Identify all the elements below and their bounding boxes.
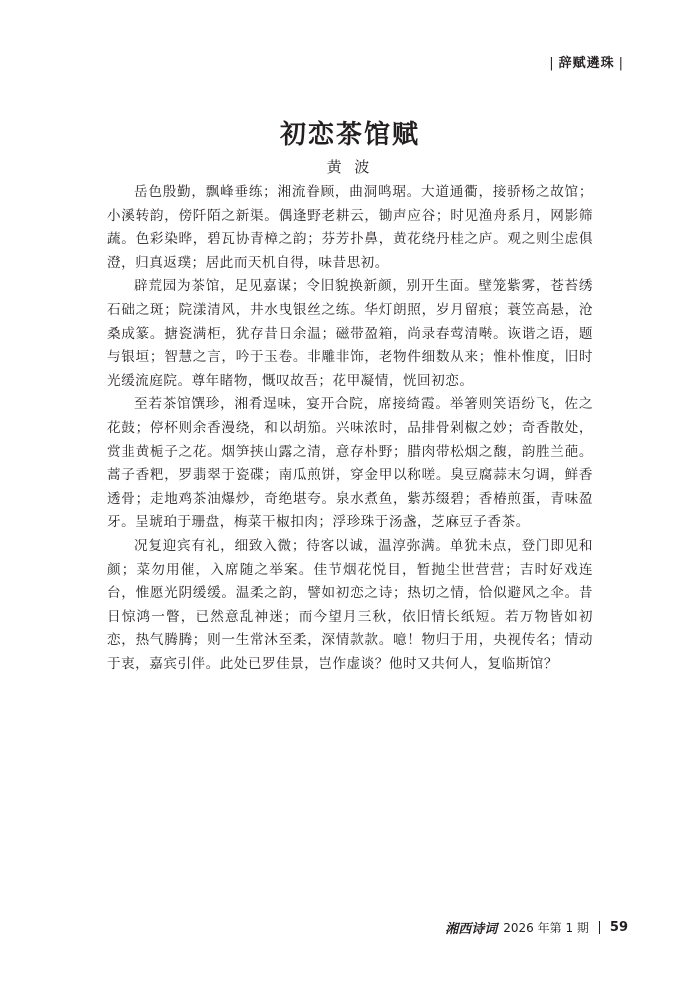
- article-author: 黄 波: [326, 158, 374, 176]
- article-body: [107, 181, 593, 676]
- article-title: 初恋茶馆赋: [279, 120, 420, 150]
- paragraph: 辟荒园为茶馆，足见嘉谋；令旧貌换新颜，别开生面。壁笼紫雾，苍苔绣石础之斑；院漾清风，井水曳银丝之练。华灯朗照，岁月留痕；蓑笠高悬，沧桑成篆。搪瓷满柜，犹存昔日余温；磁带盈箱，尚录春莺清啭。诙谐之语，题与银垣；智慧之言，吟于玉卷。非雕非饰，老物件细数从来；惟朴惟度，旧时光缓流庭院。尊年睹物，慨叹故吾；花甲凝情，恍回初恋。: [107, 278, 593, 389]
- paragraph: 况复迎宾有礼，细致入微；待客以诚，温淳弥满。单犹未点，登门即见和颜；菜勿用催，入席随之举案。佳节烟花悦目，暂抛尘世营营；吉时好戏连台，惟愿光阴缓缓。温柔之韵，譬如初恋之诗；热切之情，恰似避风之伞。昔日惊鸿一瞥，已然意乱神迷；而今望月三秋，依旧情长纸短。若万物皆如初恋，热气腾腾；则一生常沐至柔，深情款款。噫！物归于用，央视传名；情动于衷，嘉宾引伴。此处已罗佳景，岂作虚谈？他时又共何人，复临斯馆？: [107, 537, 593, 672]
- column-name: 辞赋遴珠: [558, 56, 615, 71]
- paragraph: 岳色殷勤，飘峰垂练；湘流眷顾，曲洞鸣琚。大道通衢，接骄杨之故馆；小溪转韵，傍阡陌之新渠。偶逢野老耕云，锄声应谷；时见渔舟系月，网影筛蔬。色彩染晔，碧瓦协青樟之韵；芬芳扑鼻，黄花绕丹桂之庐。观之则尘虑俱澄，归真返璞；居此而天机自得，味昔思初。: [107, 184, 593, 271]
- page-footer: [445, 918, 628, 937]
- magazine-logo: 湘西诗词: [445, 922, 498, 937]
- issue-label: 2026 年第 1 期: [503, 921, 589, 935]
- footer-divider: [599, 921, 600, 934]
- paragraph: 至若茶馆馔珍，湘肴逞味，宴开合院，席接绮霞。举箸则笑语纷飞，佐之花鼓；停杯则余香漫绕，和以胡笳。兴味浓时，品排骨剁椒之妙；奇香散处，赏韭黄栀子之花。烟笋挟山露之清，意存朴野；腊肉带松烟之馥，韵胜兰葩。蒿子香粑，罗翡翠于瓷碟；南瓜煎饼，穿金甲以称嗟。臭豆腐蒜末匀调，鲜香透骨；走地鸡茶油爆炒，奇绝堪夸。泉水煮鱼，紫苏缀碧；香椿煎蛋，青味盈牙。呈琥珀于珊盘，梅菜干椒扣肉；浮珍珠于汤盏，芝麻豆子香茶。: [107, 396, 593, 531]
- page-number: 59: [609, 920, 628, 935]
- column-tag: | 辞赋遴珠 |: [549, 56, 624, 71]
